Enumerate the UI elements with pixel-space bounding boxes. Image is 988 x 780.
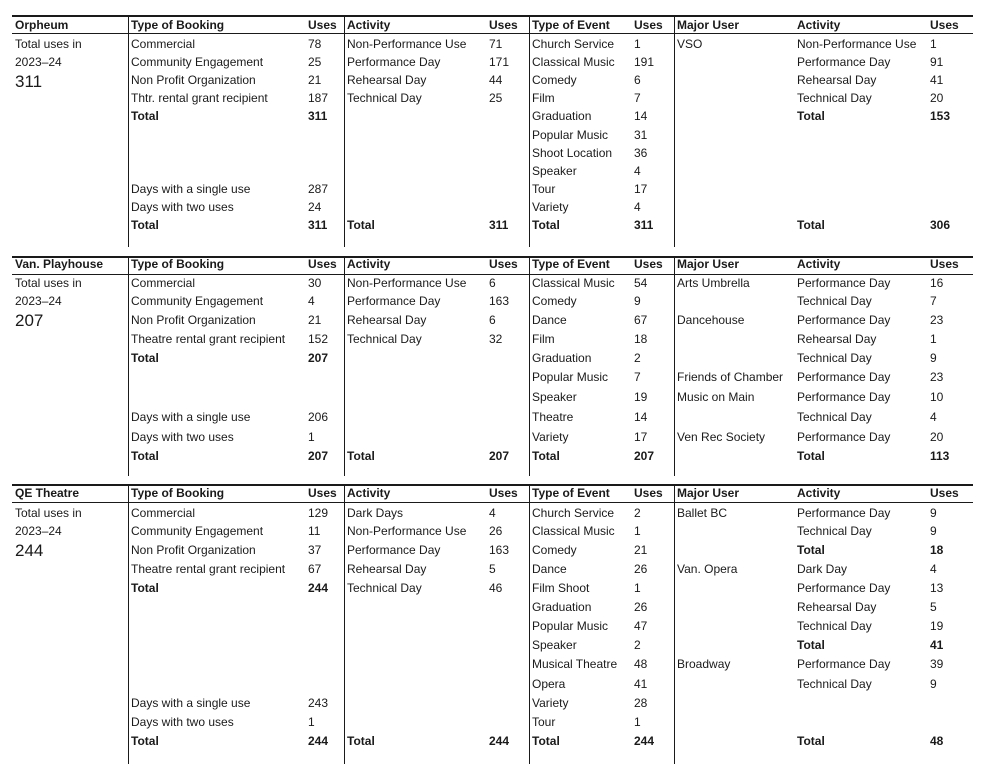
major-user-activity: Technical Day (797, 619, 872, 633)
header-major-user: Major User (677, 18, 740, 32)
major-user-activity: Performance Day (797, 657, 891, 671)
event-type-uses: 2 (634, 638, 641, 652)
major-user-name: Ven Rec Society (677, 430, 766, 444)
event-type-uses: 28 (634, 696, 648, 710)
days-two-value: 24 (308, 200, 322, 214)
event-type-uses: 9 (634, 294, 641, 308)
event-type-uses: 54 (634, 276, 648, 290)
major-user-subtotal-value: 18 (930, 543, 944, 557)
booking-type-uses: 67 (308, 562, 322, 576)
total-uses-label: Total uses in (15, 506, 82, 520)
major-user-name: Van. Opera (677, 562, 738, 576)
major-user-activity: Technical Day (797, 410, 872, 424)
activity-uses: 25 (489, 91, 503, 105)
days-single-label: Days with a single use (131, 696, 251, 710)
column-divider (529, 16, 530, 247)
event-type-label: Dance (532, 562, 567, 576)
days-total-value: 311 (308, 218, 328, 232)
event-type-uses: 14 (634, 410, 648, 424)
booking-type-label: Theatre rental grant recipient (131, 562, 286, 576)
major-user-activity: Technical Day (797, 351, 872, 365)
activity-uses: 6 (489, 313, 496, 327)
booking-total-label: Total (131, 109, 159, 123)
booking-total-value: 207 (308, 351, 329, 365)
booking-type-label: Commercial (131, 37, 196, 51)
major-user-uses: 91 (930, 55, 944, 69)
activity-label: Non-Performance Use (347, 37, 467, 51)
booking-type-uses: 4 (308, 294, 315, 308)
event-type-label: Classical Music (532, 276, 615, 290)
event-type-label: Classical Music (532, 524, 615, 538)
activity-label: Non-Performance Use (347, 524, 467, 538)
major-user-activity: Performance Day (797, 313, 891, 327)
header-uses: Uses (308, 257, 337, 271)
days-total-label: Total (131, 734, 159, 748)
event-type-label: Comedy (532, 294, 577, 308)
major-user-activity: Dark Day (797, 562, 848, 576)
event-type-label: Speaker (532, 390, 577, 404)
event-type-label: Comedy (532, 73, 577, 87)
event-type-uses: 4 (634, 200, 641, 214)
event-type-label: Tour (532, 182, 556, 196)
activity-uses: 4 (489, 506, 496, 520)
major-user-activity: Non-Performance Use (797, 37, 917, 51)
days-two-label: Days with two uses (131, 715, 234, 729)
booking-type-label: Community Engagement (131, 55, 264, 69)
activity-label: Dark Days (347, 506, 404, 520)
major-user-uses: 16 (930, 276, 944, 290)
major-user-name: Ballet BC (677, 506, 728, 520)
booking-total-label: Total (131, 581, 159, 595)
booking-type-label: Commercial (131, 506, 196, 520)
booking-total-value: 311 (308, 109, 328, 123)
major-user-total-value: 306 (930, 218, 951, 232)
event-total-value: 311 (634, 218, 654, 232)
column-divider (674, 16, 675, 247)
days-total-label: Total (131, 449, 159, 463)
major-user-subtotal-label: Total (797, 638, 825, 652)
activity-total-label: Total (347, 734, 375, 748)
major-user-uses: 13 (930, 581, 944, 595)
event-type-uses: 17 (634, 182, 648, 196)
event-type-uses: 21 (634, 543, 648, 557)
major-user-uses: 5 (930, 600, 937, 614)
event-type-uses: 36 (634, 146, 648, 160)
total-uses-label: Total uses in (15, 37, 82, 51)
major-user-subtotal-label: Total (797, 109, 825, 123)
days-single-label: Days with a single use (131, 182, 251, 196)
major-user-uses: 9 (930, 524, 937, 538)
major-user-name: Dancehouse (677, 313, 745, 327)
major-user-activity: Performance Day (797, 370, 891, 384)
major-user-total-label: Total (797, 449, 825, 463)
major-user-subtotal-value: 41 (930, 638, 944, 652)
major-user-activity: Performance Day (797, 390, 891, 404)
header-uses: Uses (308, 486, 337, 500)
days-total-label: Total (131, 218, 159, 232)
event-type-label: Graduation (532, 600, 592, 614)
event-total-label: Total (532, 734, 560, 748)
major-user-name: VSO (677, 37, 703, 51)
booking-type-uses: 37 (308, 543, 322, 557)
major-user-name: Music on Main (677, 390, 755, 404)
column-divider (128, 16, 129, 247)
activity-label: Performance Day (347, 294, 441, 308)
event-type-uses: 41 (634, 677, 648, 691)
event-type-uses: 2 (634, 351, 641, 365)
header-activity: Activity (797, 486, 841, 500)
event-type-uses: 191 (634, 55, 655, 69)
column-divider (344, 485, 345, 764)
event-type-label: Musical Theatre (532, 657, 618, 671)
booking-type-uses: 129 (308, 506, 329, 520)
event-type-label: Graduation (532, 351, 592, 365)
event-type-uses: 4 (634, 164, 641, 178)
event-type-label: Classical Music (532, 55, 615, 69)
booking-type-uses: 78 (308, 37, 322, 51)
booking-type-uses: 11 (308, 524, 321, 538)
header-activity: Activity (347, 257, 391, 271)
activity-total-value: 311 (489, 218, 509, 232)
major-user-uses: 1 (930, 332, 937, 346)
event-type-uses: 1 (634, 37, 641, 51)
days-single-value: 243 (308, 696, 329, 710)
major-user-uses: 9 (930, 677, 937, 691)
major-user-total-label: Total (797, 218, 825, 232)
header-major-user: Major User (677, 486, 740, 500)
column-divider (344, 257, 345, 476)
activity-total-label: Total (347, 449, 375, 463)
event-type-uses: 26 (634, 600, 648, 614)
event-type-uses: 1 (634, 524, 641, 538)
event-type-label: Film Shoot (532, 581, 590, 595)
booking-type-uses: 187 (308, 91, 329, 105)
event-type-uses: 7 (634, 370, 641, 384)
header-type-of-booking: Type of Booking (131, 18, 225, 32)
season-label: 2023–24 (15, 524, 62, 538)
activity-label: Rehearsal Day (347, 313, 427, 327)
major-user-name: Arts Umbrella (677, 276, 750, 290)
header-activity: Activity (347, 18, 391, 32)
event-type-label: Variety (532, 696, 569, 710)
column-divider (344, 16, 345, 247)
event-type-label: Church Service (532, 506, 615, 520)
booking-type-uses: 30 (308, 276, 322, 290)
header-type-of-booking: Type of Booking (131, 257, 225, 271)
event-type-label: Variety (532, 430, 569, 444)
activity-label: Technical Day (347, 332, 422, 346)
activity-uses: 171 (489, 55, 510, 69)
event-type-uses: 1 (634, 581, 641, 595)
major-user-uses: 39 (930, 657, 944, 671)
header-uses: Uses (489, 257, 518, 271)
event-total-label: Total (532, 218, 560, 232)
activity-uses: 6 (489, 276, 496, 290)
event-type-label: Popular Music (532, 128, 609, 142)
activity-label: Performance Day (347, 543, 441, 557)
event-type-uses: 19 (634, 390, 648, 404)
event-type-label: Film (532, 91, 555, 105)
season-label: 2023–24 (15, 55, 62, 69)
event-type-label: Graduation (532, 109, 592, 123)
activity-uses: 44 (489, 73, 503, 87)
header-uses: Uses (489, 486, 518, 500)
major-user-name: Friends of Chamber (677, 370, 784, 384)
section-top-rule (12, 15, 973, 17)
event-type-label: Film (532, 332, 555, 346)
venue-name: Orpheum (15, 18, 69, 32)
activity-label: Non-Performance Use (347, 276, 467, 290)
major-user-activity: Performance Day (797, 55, 891, 69)
event-type-label: Speaker (532, 164, 577, 178)
activity-uses: 163 (489, 294, 510, 308)
event-type-uses: 18 (634, 332, 648, 346)
activity-uses: 163 (489, 543, 510, 557)
days-two-label: Days with two uses (131, 430, 234, 444)
header-type-of-event: Type of Event (532, 18, 610, 32)
major-user-uses: 7 (930, 294, 937, 308)
column-divider (674, 257, 675, 476)
days-two-value: 1 (308, 430, 315, 444)
days-two-label: Days with two uses (131, 200, 234, 214)
booking-type-uses: 21 (308, 73, 322, 87)
total-uses-value: 244 (15, 541, 44, 560)
event-type-label: Popular Music (532, 619, 609, 633)
booking-type-label: Non Profit Organization (131, 73, 256, 87)
column-divider (529, 485, 530, 764)
major-user-activity: Performance Day (797, 276, 891, 290)
column-divider (674, 485, 675, 764)
event-type-label: Theatre (532, 410, 574, 424)
event-type-uses: 7 (634, 91, 641, 105)
header-uses: Uses (634, 257, 663, 271)
major-user-activity: Rehearsal Day (797, 332, 877, 346)
event-type-label: Shoot Location (532, 146, 613, 160)
event-type-uses: 1 (634, 715, 641, 729)
activity-label: Technical Day (347, 581, 422, 595)
days-single-label: Days with a single use (131, 410, 251, 424)
event-type-uses: 2 (634, 506, 641, 520)
activity-total-value: 207 (489, 449, 510, 463)
booking-type-label: Thtr. rental grant recipient (131, 91, 268, 105)
major-user-uses: 9 (930, 506, 937, 520)
major-user-uses: 10 (930, 390, 944, 404)
booking-type-label: Non Profit Organization (131, 313, 256, 327)
days-single-value: 287 (308, 182, 329, 196)
major-user-activity: Technical Day (797, 91, 872, 105)
major-user-activity: Technical Day (797, 294, 872, 308)
header-underline (12, 502, 973, 503)
booking-total-value: 244 (308, 581, 329, 595)
major-user-activity: Technical Day (797, 677, 872, 691)
event-type-uses: 48 (634, 657, 648, 671)
header-uses: Uses (634, 18, 663, 32)
activity-label: Rehearsal Day (347, 73, 427, 87)
booking-type-uses: 21 (308, 313, 322, 327)
booking-total-label: Total (131, 351, 159, 365)
header-uses: Uses (930, 18, 959, 32)
event-total-value: 207 (634, 449, 655, 463)
major-user-total-label: Total (797, 734, 825, 748)
event-total-value: 244 (634, 734, 655, 748)
major-user-total-value: 48 (930, 734, 944, 748)
event-type-label: Popular Music (532, 370, 609, 384)
major-user-uses: 20 (930, 91, 944, 105)
booking-type-uses: 25 (308, 55, 322, 69)
event-type-uses: 31 (634, 128, 648, 142)
event-type-uses: 67 (634, 313, 648, 327)
header-uses: Uses (930, 257, 959, 271)
event-type-uses: 14 (634, 109, 648, 123)
header-uses: Uses (308, 18, 337, 32)
event-type-label: Opera (532, 677, 566, 691)
activity-label: Technical Day (347, 91, 422, 105)
event-type-label: Comedy (532, 543, 577, 557)
header-uses: Uses (930, 486, 959, 500)
major-user-activity: Performance Day (797, 506, 891, 520)
event-type-uses: 17 (634, 430, 648, 444)
major-user-activity: Performance Day (797, 581, 891, 595)
major-user-activity: Technical Day (797, 524, 872, 538)
activity-uses: 46 (489, 581, 503, 595)
days-total-value: 244 (308, 734, 329, 748)
activity-label: Rehearsal Day (347, 562, 427, 576)
header-activity: Activity (797, 18, 841, 32)
activity-label: Performance Day (347, 55, 441, 69)
major-user-subtotal-label: Total (797, 543, 825, 557)
booking-type-uses: 152 (308, 332, 329, 346)
total-uses-value: 311 (15, 72, 43, 91)
header-type-of-event: Type of Event (532, 486, 610, 500)
days-two-value: 1 (308, 715, 315, 729)
major-user-uses: 4 (930, 562, 937, 576)
header-underline (12, 33, 973, 34)
event-type-label: Church Service (532, 37, 615, 51)
activity-uses: 32 (489, 332, 503, 346)
column-divider (529, 257, 530, 476)
major-user-total-value: 113 (930, 449, 950, 463)
header-activity: Activity (797, 257, 841, 271)
major-user-uses: 23 (930, 313, 944, 327)
header-type-of-event: Type of Event (532, 257, 610, 271)
season-label: 2023–24 (15, 294, 62, 308)
event-type-label: Dance (532, 313, 567, 327)
header-major-user: Major User (677, 257, 740, 271)
event-type-label: Variety (532, 200, 569, 214)
major-user-uses: 41 (930, 73, 944, 87)
column-divider (128, 257, 129, 476)
activity-uses: 26 (489, 524, 503, 538)
activity-total-label: Total (347, 218, 375, 232)
days-total-value: 207 (308, 449, 329, 463)
major-user-uses: 23 (930, 370, 944, 384)
major-user-activity: Performance Day (797, 430, 891, 444)
major-user-uses: 9 (930, 351, 937, 365)
venue-name: QE Theatre (15, 486, 80, 500)
major-user-activity: Rehearsal Day (797, 600, 877, 614)
major-user-uses: 1 (930, 37, 937, 51)
event-type-uses: 47 (634, 619, 648, 633)
event-type-label: Speaker (532, 638, 577, 652)
event-type-uses: 26 (634, 562, 648, 576)
major-user-activity: Rehearsal Day (797, 73, 877, 87)
total-uses-value: 207 (15, 311, 44, 330)
days-single-value: 206 (308, 410, 329, 424)
booking-type-label: Community Engagement (131, 524, 264, 538)
activity-uses: 71 (489, 37, 503, 51)
header-uses: Uses (489, 18, 518, 32)
activity-uses: 5 (489, 562, 496, 576)
major-user-uses: 4 (930, 410, 937, 424)
header-underline (12, 274, 973, 275)
event-type-uses: 6 (634, 73, 641, 87)
major-user-uses: 19 (930, 619, 944, 633)
header-type-of-booking: Type of Booking (131, 486, 225, 500)
header-activity: Activity (347, 486, 391, 500)
total-uses-label: Total uses in (15, 276, 82, 290)
booking-type-label: Commercial (131, 276, 196, 290)
major-user-name: Broadway (677, 657, 731, 671)
booking-type-label: Community Engagement (131, 294, 264, 308)
booking-type-label: Theatre rental grant recipient (131, 332, 286, 346)
event-type-label: Tour (532, 715, 556, 729)
major-user-subtotal-value: 153 (930, 109, 951, 123)
event-total-label: Total (532, 449, 560, 463)
booking-type-label: Non Profit Organization (131, 543, 256, 557)
major-user-uses: 20 (930, 430, 944, 444)
header-uses: Uses (634, 486, 663, 500)
column-divider (128, 485, 129, 764)
activity-total-value: 244 (489, 734, 510, 748)
venue-name: Van. Playhouse (15, 257, 104, 271)
